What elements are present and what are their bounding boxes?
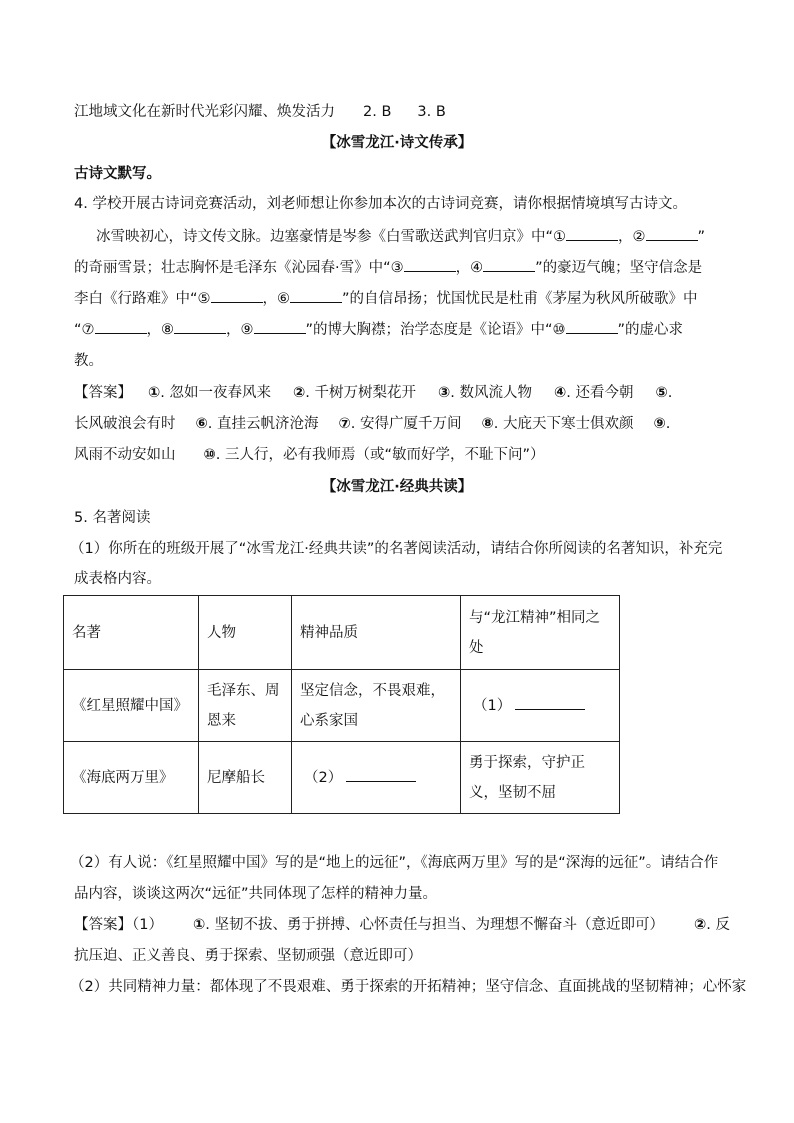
num: ⑤: [655, 385, 668, 401]
num: ②: [693, 917, 707, 933]
answer1-line-1: [74, 382, 672, 404]
answer-2: 2. B: [363, 104, 392, 120]
table-cell: 坚定信念，不畏艰难，心系家国: [292, 670, 461, 742]
q4-paragraph-line-5: 教。: [74, 353, 103, 369]
ans: 风雨不动安如山: [74, 447, 176, 463]
num: ②: [293, 385, 306, 401]
num: ①: [148, 385, 161, 401]
ans: . 大庇天下寒士俱欢颜: [493, 416, 634, 432]
num: ⑥: [195, 416, 208, 432]
table-cell: 毛泽东、周恩来: [199, 670, 292, 742]
text: ，⑧: [146, 322, 175, 338]
table-cell: 《海底两万里》: [64, 742, 199, 814]
header-cell: 人物: [199, 596, 292, 670]
table-cell: 《红星照耀中国》: [64, 670, 199, 742]
text-span: 江地域文化在新时代光彩闪耀、焕发活力: [74, 104, 335, 120]
section-title-poetry: 【冰雪龙江·诗文传承】: [321, 135, 473, 151]
section-title-reading: 【冰雪龙江·经典共读】: [321, 479, 473, 495]
table-header-row: [64, 596, 620, 670]
blank-2[interactable]: [646, 226, 698, 241]
table-row: [64, 742, 620, 814]
ans: . 安得广厦千万间: [350, 416, 462, 432]
ans: .: [665, 416, 671, 432]
q5-sub2-line-2: 品内容，谈谈这两次“远征”共同体现了怎样的精神力量。: [74, 886, 438, 902]
subtitle: 古诗文默写。: [74, 166, 161, 182]
q5-title: 5. 名著阅读: [74, 510, 151, 526]
text: ”的自信昂扬；忧国忧民是杜甫《茅屋为秋风所破歌》中: [342, 291, 698, 307]
ans: . 反: [706, 917, 730, 933]
blank-3[interactable]: [404, 257, 456, 272]
text: ，⑨: [226, 322, 254, 338]
text: ”: [697, 229, 706, 245]
blank-10[interactable]: [566, 319, 618, 334]
ans: . 三人行，必有我师焉（或“敏而好学，不耻下问”）: [215, 447, 545, 463]
ans: . 坚韧不拔、勇于拼搏、心怀责任与担当、为理想不懈奋斗（意近即可）: [205, 917, 664, 933]
num: ⑧: [481, 416, 494, 432]
blank-5[interactable]: [211, 288, 263, 303]
text: ，④: [455, 260, 484, 276]
q5-sub1-line-2: 成表格内容。: [74, 571, 161, 587]
text: “⑦: [74, 322, 95, 338]
fill-blank[interactable]: [515, 695, 585, 710]
q4-paragraph-line-2: [74, 257, 702, 279]
table-row: [64, 670, 620, 742]
header-cell: 名著: [64, 596, 199, 670]
text: ，⑥: [262, 291, 291, 307]
table-cell: 勇于探索，守护正义，坚韧不屈: [461, 742, 620, 814]
ans: .: [667, 385, 673, 401]
ans: . 忽如一夜春风来: [160, 385, 271, 401]
num: ④: [554, 385, 567, 401]
ans: . 数风流人物: [450, 385, 532, 401]
num: ①: [192, 917, 206, 933]
table-cell: 尼摩船长: [199, 742, 292, 814]
num: ⑩: [203, 447, 216, 463]
text: 李白《行路难》中“⑤: [74, 291, 211, 307]
ans: . 直挂云帆济沧海: [207, 416, 319, 432]
text: ”的博大胸襟；治学态度是《论语》中“⑩: [305, 322, 566, 338]
answer-label: 【答案】: [74, 385, 132, 401]
answer2-line-3: （2）共同精神力量：都体现了不畏艰难、勇于探索的开拓精神；坚守信念、直面挑战的坚韧精神；心怀家: [70, 979, 747, 995]
header-cell: 精神品质: [292, 596, 461, 670]
answer-line-top: [74, 101, 446, 123]
blank-label: （2）: [304, 769, 343, 786]
answer2-line-2: 抗压迫、正义善良、勇于探索、坚韧顽强（意近即可）: [74, 948, 422, 964]
q5-sub2-line-1: （2）有人说：《红星照耀中国》写的是“地上的远征”，《海底两万里》写的是“深海的远征”。请结合作: [70, 855, 719, 871]
answer1-line-2: [74, 413, 670, 435]
blank-7[interactable]: [95, 319, 147, 334]
text: 的奇丽雪景；壮志胸怀是毛泽东《沁园春·雪》中“③: [74, 260, 404, 276]
q4-paragraph-line-4: [74, 319, 683, 341]
text: ，②: [618, 229, 646, 245]
num: ③: [438, 385, 451, 401]
text: 冰雪映初心，诗文传文脉。边塞豪情是岑参《白雪歌送武判官归京》中“①: [96, 229, 567, 245]
ans: . 千树万树梨花开: [305, 385, 416, 401]
blank-8[interactable]: [174, 319, 226, 334]
blank-9[interactable]: [254, 319, 306, 334]
q4-stem: 4. 学校开展古诗词竞赛活动，刘老师想让你参加本次的古诗词竞赛，请你根据情境填写古诗文。: [74, 196, 687, 212]
ans: 长风破浪会有时: [74, 416, 176, 432]
text: ”的豪迈气魄；坚守信念是: [535, 260, 703, 276]
answer-label: 【答案】（1）: [74, 917, 163, 933]
table-cell-blank: [461, 670, 620, 742]
answer1-line-3: [74, 444, 545, 466]
blank-1[interactable]: [566, 226, 618, 241]
ans: . 还看今朝: [566, 385, 634, 401]
blank-label: （1）: [473, 697, 512, 714]
header-cell: 与“龙江精神”相同之处: [461, 596, 620, 670]
blank-6[interactable]: [290, 288, 342, 303]
num: ⑨: [653, 416, 666, 432]
q4-paragraph-line-3: [74, 288, 698, 310]
answer-3: 3. B: [417, 104, 446, 120]
answer2-line-1: [74, 914, 730, 936]
blank-4[interactable]: [483, 257, 535, 272]
q4-paragraph-line-1: [96, 226, 705, 248]
text: ”的虚心求: [617, 322, 684, 338]
q5-sub1-line-1: （1）你所在的班级开展了“冰雪龙江·经典共读”的名著阅读活动，请结合你所阅读的名著知识，补充完: [70, 541, 723, 557]
reading-table: [63, 595, 620, 814]
fill-blank[interactable]: [346, 767, 416, 782]
table-cell-blank: [292, 742, 461, 814]
num: ⑦: [338, 416, 351, 432]
